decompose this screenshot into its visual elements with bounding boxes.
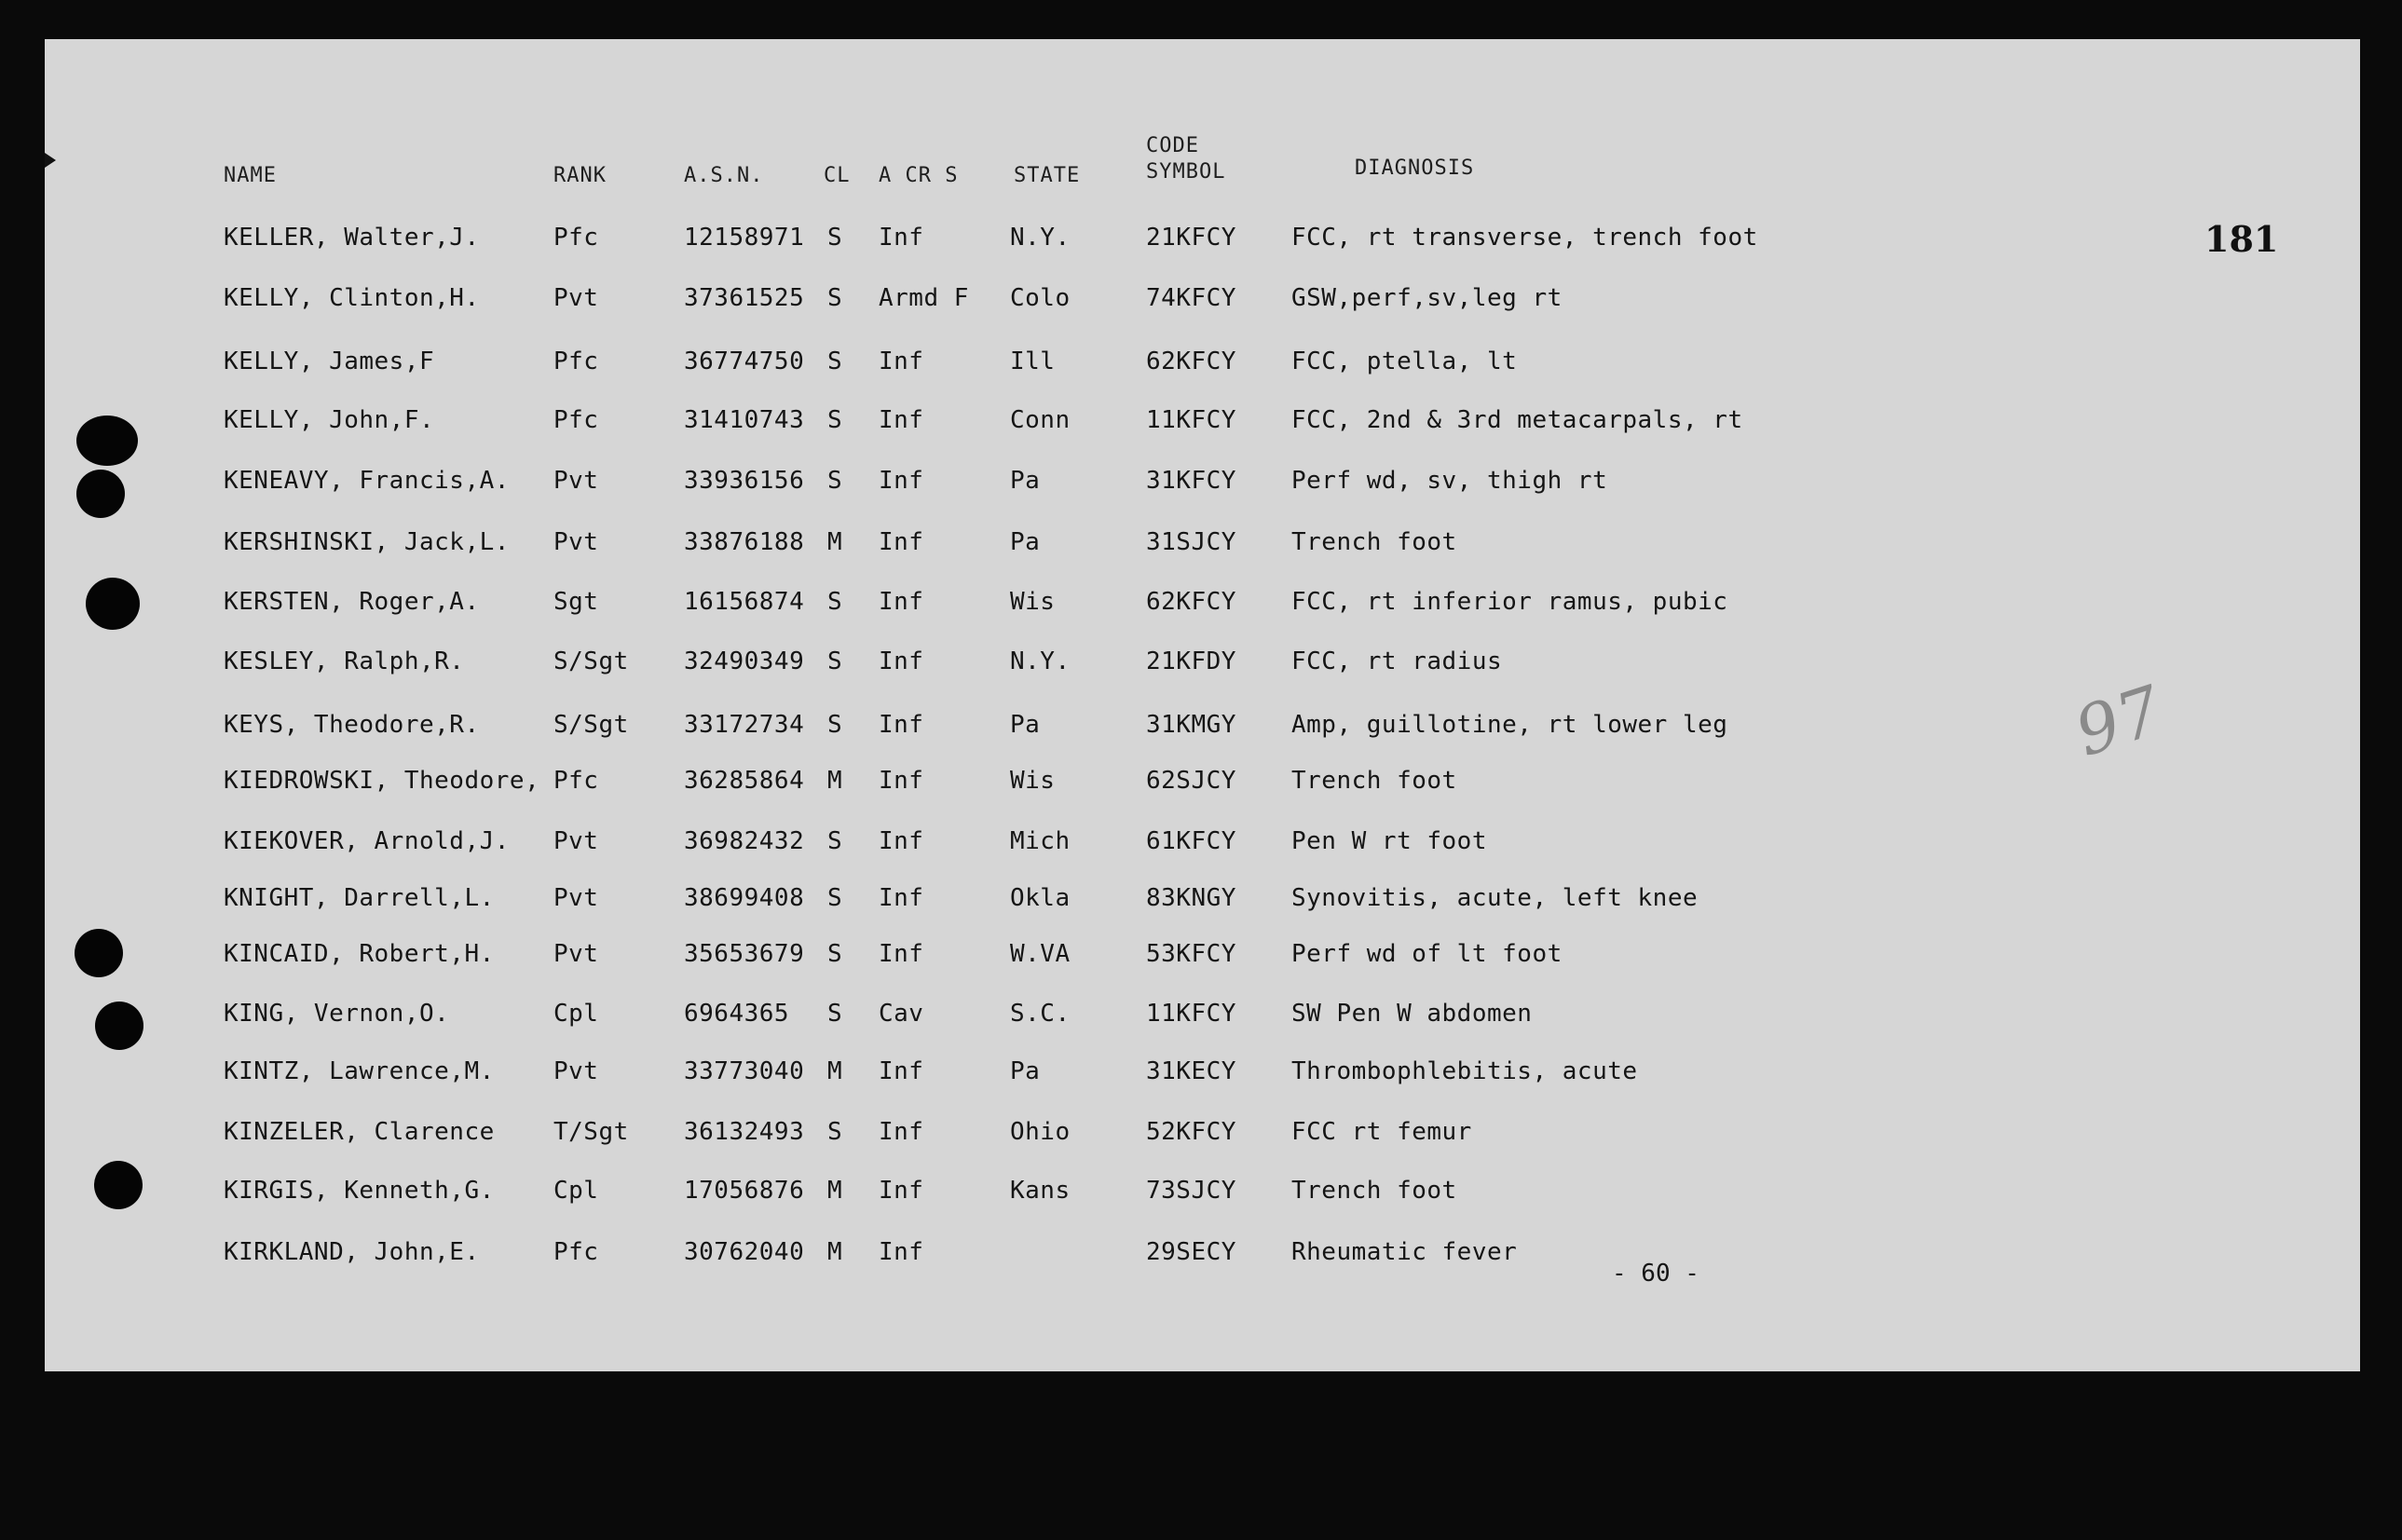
cell-rank: Pvt (553, 528, 599, 556)
cell-name: KESLEY, Ralph,R. (224, 647, 465, 675)
cell-code: 62KFCY (1146, 348, 1236, 375)
cell-code: 61KFCY (1146, 827, 1236, 855)
cell-asn: 32490349 (684, 647, 805, 675)
cell-name: KIEDROWSKI, Theodore, (224, 767, 540, 795)
cell-code: 11KFCY (1146, 406, 1236, 434)
cell-name: KINCAID, Robert,H. (224, 940, 495, 968)
cell-name: KNIGHT, Darrell,L. (224, 884, 495, 912)
cell-state: Okla (1010, 884, 1071, 912)
cell-diagnosis: SW Pen W abdomen (1291, 1000, 1533, 1028)
cell-code: 73SJCY (1146, 1177, 1236, 1205)
table-row (45, 766, 2360, 803)
cell-diagnosis: Thrombophlebitis, acute (1291, 1057, 1638, 1085)
cell-code: 62KFCY (1146, 588, 1236, 616)
cell-rank: Pfc (553, 348, 599, 375)
cell-asn: 33876188 (684, 528, 805, 556)
cell-name: KIRGIS, Kenneth,G. (224, 1177, 495, 1205)
roster-page (45, 39, 2360, 1371)
cell-arms: Inf (879, 406, 924, 434)
cell-state: Kans (1010, 1177, 1071, 1205)
table-row (45, 347, 2360, 384)
cell-code: 21KFDY (1146, 647, 1236, 675)
cell-diagnosis: Trench foot (1291, 767, 1457, 795)
cell-rank: Pfc (553, 224, 599, 252)
cell-arms: Inf (879, 588, 924, 616)
cell-asn: 38699408 (684, 884, 805, 912)
table-row (45, 587, 2360, 624)
cell-state: Mich (1010, 827, 1071, 855)
cell-rank: S/Sgt (553, 711, 629, 739)
cell-name: KING, Vernon,O. (224, 1000, 450, 1028)
cell-rank: Pfc (553, 406, 599, 434)
table-row (45, 283, 2360, 320)
cell-arms: Inf (879, 884, 924, 912)
cell-cl: S (827, 647, 843, 675)
cell-state: Ohio (1010, 1118, 1071, 1146)
cell-diagnosis: FCC rt femur (1291, 1118, 1472, 1146)
cell-code: 31KECY (1146, 1057, 1236, 1085)
cell-cl: S (827, 588, 843, 616)
cell-name: KELLY, John,F. (224, 406, 435, 434)
cell-name: KIRKLAND, John,E. (224, 1238, 480, 1266)
cell-diagnosis: FCC, ptella, lt (1291, 348, 1518, 375)
table-row (45, 223, 2360, 260)
cell-name: KINTZ, Lawrence,M. (224, 1057, 495, 1085)
cell-asn: 12158971 (684, 224, 805, 252)
cell-rank: Pvt (553, 940, 599, 968)
cell-code: 31KFCY (1146, 467, 1236, 495)
cell-arms: Armd F (879, 284, 969, 312)
cell-cl: M (827, 528, 843, 556)
cell-cl: M (827, 1177, 843, 1205)
cell-diagnosis: Synovitis, acute, left knee (1291, 884, 1699, 912)
cell-cl: S (827, 467, 843, 495)
cell-rank: Pfc (553, 1238, 599, 1266)
header-diagnosis: DIAGNOSIS (1355, 157, 1475, 180)
cell-diagnosis: Rheumatic fever (1291, 1238, 1518, 1266)
cell-cl: S (827, 940, 843, 968)
cell-arms: Inf (879, 1118, 924, 1146)
footer-page-number: - 60 - (1612, 1260, 1699, 1288)
cell-rank: Cpl (553, 1177, 599, 1205)
cell-arms: Inf (879, 1238, 924, 1266)
cell-state: Pa (1010, 528, 1041, 556)
cell-state: Conn (1010, 406, 1071, 434)
cell-rank: Pfc (553, 767, 599, 795)
cell-asn: 37361525 (684, 284, 805, 312)
cell-code: 62SJCY (1146, 767, 1236, 795)
cell-cl: S (827, 827, 843, 855)
cell-state: S.C. (1010, 1000, 1071, 1028)
cell-arms: Cav (879, 1000, 924, 1028)
cell-code: 29SECY (1146, 1238, 1236, 1266)
cell-state: Ill (1010, 348, 1056, 375)
cell-asn: 36774750 (684, 348, 805, 375)
cell-asn: 33172734 (684, 711, 805, 739)
header-code-line2: SYMBOL (1146, 160, 1226, 184)
table-row (45, 999, 2360, 1036)
table-row (45, 405, 2360, 443)
cell-rank: Pvt (553, 284, 599, 312)
cell-asn: 36132493 (684, 1118, 805, 1146)
cell-name: KERSHINSKI, Jack,L. (224, 528, 510, 556)
cell-rank: S/Sgt (553, 647, 629, 675)
table-row (45, 826, 2360, 864)
cell-cl: S (827, 711, 843, 739)
cell-rank: Pvt (553, 467, 599, 495)
cell-rank: T/Sgt (553, 1118, 629, 1146)
cell-asn: 30762040 (684, 1238, 805, 1266)
handwritten-note: 97 (2066, 670, 2172, 772)
cell-code: 53KFCY (1146, 940, 1236, 968)
cell-rank: Sgt (553, 588, 599, 616)
cell-name: KELLER, Walter,J. (224, 224, 480, 252)
cell-diagnosis: FCC, rt transverse, trench foot (1291, 224, 1758, 252)
cell-state: Pa (1010, 467, 1041, 495)
cell-state: Wis (1010, 588, 1056, 616)
cell-code: 83KNGY (1146, 884, 1236, 912)
cell-rank: Pvt (553, 1057, 599, 1085)
cell-asn: 31410743 (684, 406, 805, 434)
cell-arms: Inf (879, 827, 924, 855)
cell-diagnosis: Perf wd of lt foot (1291, 940, 1563, 968)
table-row (45, 883, 2360, 920)
table-row (45, 1176, 2360, 1213)
cell-state: N.Y. (1010, 224, 1071, 252)
cell-diagnosis: Pen W rt foot (1291, 827, 1487, 855)
cell-asn: 35653679 (684, 940, 805, 968)
cell-asn: 36982432 (684, 827, 805, 855)
cell-diagnosis: FCC, rt inferior ramus, pubic (1291, 588, 1728, 616)
cell-cl: M (827, 767, 843, 795)
cell-cl: S (827, 884, 843, 912)
header-name: NAME (224, 164, 277, 187)
header-rank: RANK (553, 164, 607, 187)
cell-arms: Inf (879, 647, 924, 675)
table-row (45, 527, 2360, 565)
cell-code: 21KFCY (1146, 224, 1236, 252)
table-row (45, 1056, 2360, 1094)
cell-diagnosis: FCC, 2nd & 3rd metacarpals, rt (1291, 406, 1743, 434)
cell-arms: Inf (879, 224, 924, 252)
cell-rank: Pvt (553, 884, 599, 912)
cell-arms: Inf (879, 348, 924, 375)
cell-state: Wis (1010, 767, 1056, 795)
cell-cl: M (827, 1057, 843, 1085)
cell-state: Pa (1010, 711, 1041, 739)
cell-diagnosis: GSW,perf,sv,leg rt (1291, 284, 1563, 312)
cell-diagnosis: Trench foot (1291, 1177, 1457, 1205)
cell-arms: Inf (879, 940, 924, 968)
cell-code: 52KFCY (1146, 1118, 1236, 1146)
cell-diagnosis: Perf wd, sv, thigh rt (1291, 467, 1608, 495)
cell-name: KIEKOVER, Arnold,J. (224, 827, 510, 855)
cell-name: KINZELER, Clarence (224, 1118, 495, 1146)
cell-asn: 33773040 (684, 1057, 805, 1085)
cell-code: 31KMGY (1146, 711, 1236, 739)
header-state: STATE (1014, 164, 1081, 187)
cell-state: Pa (1010, 1057, 1041, 1085)
cell-cl: S (827, 1118, 843, 1146)
header-arms: A CR S (879, 164, 959, 187)
cell-arms: Inf (879, 467, 924, 495)
cell-diagnosis: FCC, rt radius (1291, 647, 1503, 675)
cell-cl: S (827, 348, 843, 375)
cell-arms: Inf (879, 1177, 924, 1205)
cell-asn: 16156874 (684, 588, 805, 616)
cell-code: 74KFCY (1146, 284, 1236, 312)
cell-code: 31SJCY (1146, 528, 1236, 556)
cell-code: 11KFCY (1146, 1000, 1236, 1028)
cell-asn: 36285864 (684, 767, 805, 795)
cell-diagnosis: Amp, guillotine, rt lower leg (1291, 711, 1728, 739)
cell-cl: S (827, 406, 843, 434)
cell-asn: 6964365 (684, 1000, 790, 1028)
table-row (45, 1237, 2360, 1274)
cell-cl: S (827, 284, 843, 312)
cell-arms: Inf (879, 711, 924, 739)
margin-arrow-mark (45, 149, 56, 171)
page-number: 181 (2204, 218, 2279, 260)
cell-arms: Inf (879, 1057, 924, 1085)
header-asn: A.S.N. (684, 164, 764, 187)
cell-name: KEYS, Theodore,R. (224, 711, 480, 739)
cell-state: W.VA (1010, 940, 1071, 968)
cell-rank: Cpl (553, 1000, 599, 1028)
cell-diagnosis: Trench foot (1291, 528, 1457, 556)
table-row (45, 647, 2360, 684)
cell-arms: Inf (879, 528, 924, 556)
header-cl: CL (824, 164, 851, 187)
cell-rank: Pvt (553, 827, 599, 855)
cell-state: N.Y. (1010, 647, 1071, 675)
table-row (45, 466, 2360, 503)
cell-arms: Inf (879, 767, 924, 795)
cell-cl: S (827, 224, 843, 252)
cell-name: KELLY, James,F (224, 348, 435, 375)
cell-name: KENEAVY, Francis,A. (224, 467, 510, 495)
cell-cl: S (827, 1000, 843, 1028)
cell-name: KERSTEN, Roger,A. (224, 588, 480, 616)
cell-cl: M (827, 1238, 843, 1266)
cell-asn: 33936156 (684, 467, 805, 495)
cell-state: Colo (1010, 284, 1071, 312)
header-code-line1: CODE (1146, 134, 1199, 157)
table-row (45, 1117, 2360, 1154)
table-row (45, 710, 2360, 747)
cell-asn: 17056876 (684, 1177, 805, 1205)
table-row (45, 939, 2360, 976)
cell-name: KELLY, Clinton,H. (224, 284, 480, 312)
